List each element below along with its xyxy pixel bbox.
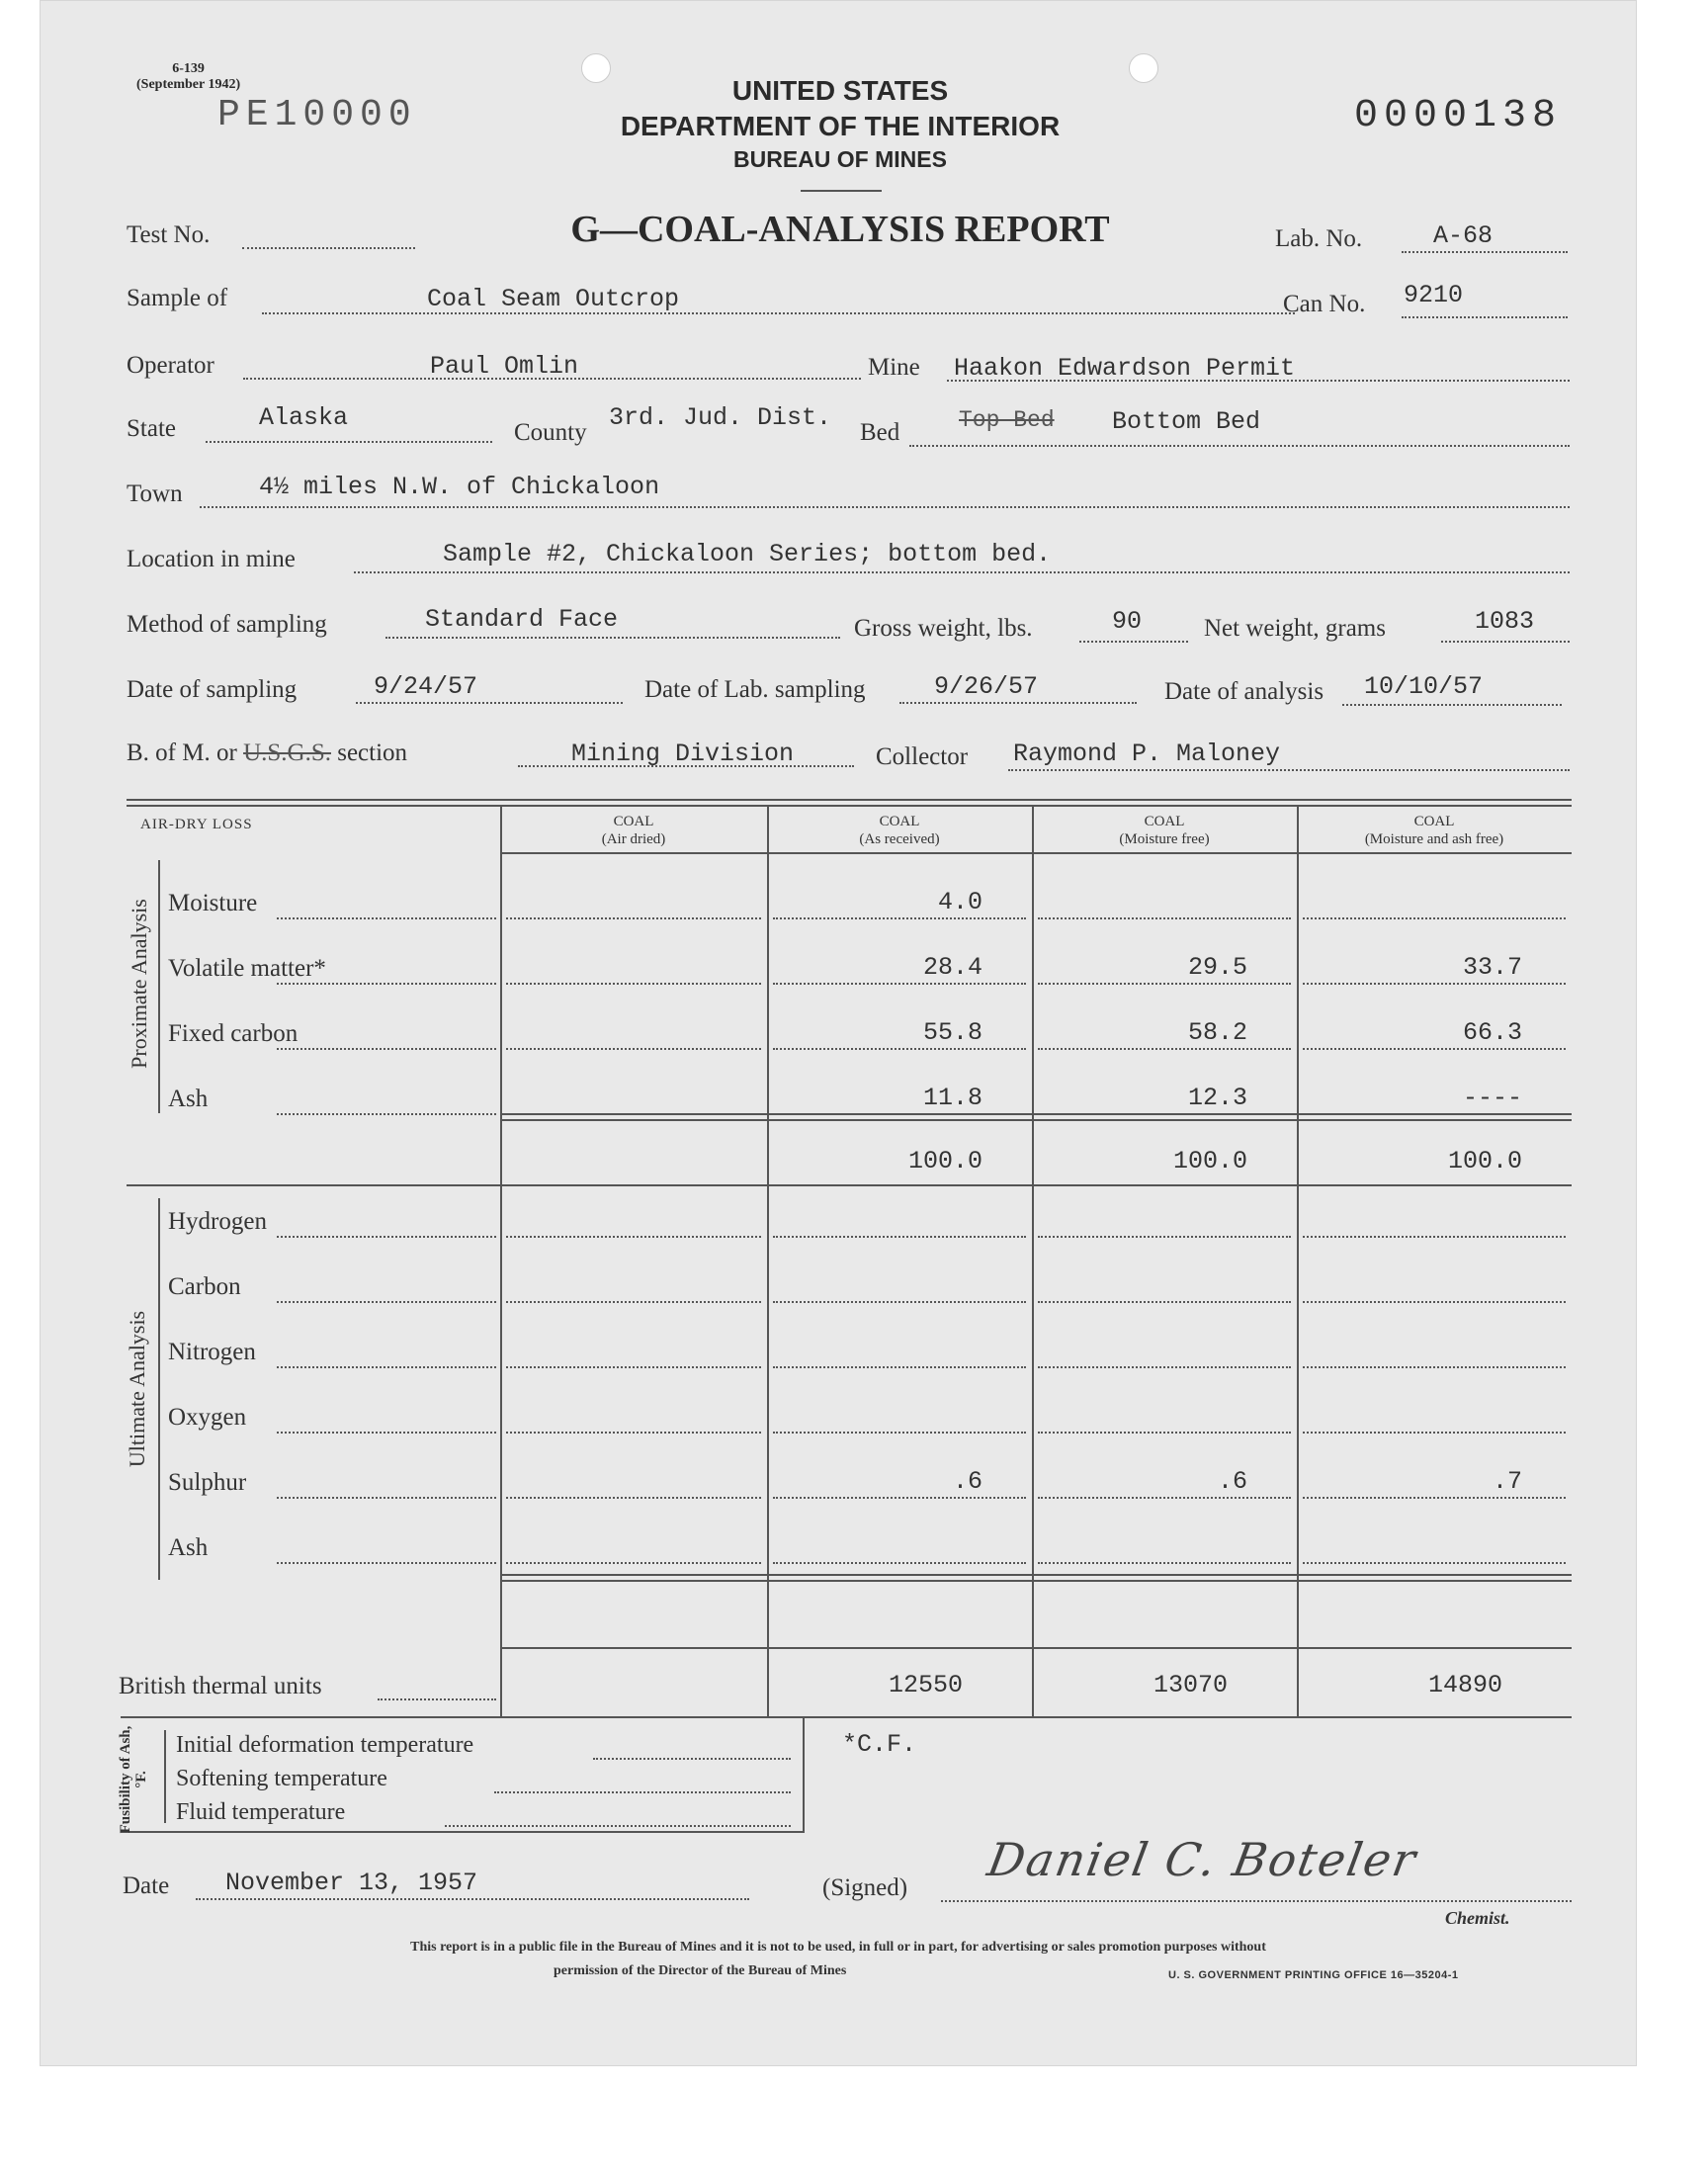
bom-label-b: section	[337, 740, 408, 766]
lab-no-line	[1402, 251, 1568, 253]
pre-btu-rule	[500, 1647, 1572, 1649]
cell-line	[506, 1497, 761, 1499]
totals-rule	[127, 1184, 1572, 1186]
row-leader-line	[277, 1432, 496, 1434]
cell-line	[1038, 1562, 1291, 1564]
cell-line	[773, 1301, 1026, 1303]
gross-weight-value: 90	[1112, 607, 1143, 636]
date-analysis-line	[1342, 704, 1562, 706]
date-analysis-label: Date of analysis	[1164, 678, 1324, 705]
collector-line	[1008, 769, 1570, 771]
table-cell: 58.2	[1187, 1018, 1247, 1047]
table-top-rule	[127, 799, 1572, 801]
btu-cell: 14890	[1427, 1671, 1502, 1699]
cell-line	[1303, 1048, 1566, 1050]
row-label: Ash	[168, 1534, 209, 1561]
column-header	[1297, 813, 1572, 848]
cell-line	[506, 983, 761, 985]
table-cell: .7	[1492, 1467, 1522, 1496]
btu-cell: 12550	[888, 1671, 963, 1699]
row-leader-line	[277, 1366, 496, 1368]
county-label: County	[514, 419, 587, 446]
agency-line2: DEPARTMENT OF THE INTERIOR	[620, 111, 1061, 141]
form-code: 6-139	[172, 61, 205, 76]
row-leader-line	[277, 1301, 496, 1303]
bom-struck: U.S.G.S.	[243, 740, 331, 766]
proximate-sum-rule	[500, 1113, 1572, 1115]
table-cell: 29.5	[1187, 953, 1247, 982]
cell-line	[773, 1432, 1026, 1434]
net-weight-label: Net weight, grams	[1204, 615, 1386, 642]
state-line	[206, 441, 492, 443]
test-no-line	[242, 247, 415, 249]
cell-line	[1303, 1432, 1566, 1434]
btu-line	[378, 1698, 496, 1700]
date-label: Date	[123, 1872, 170, 1899]
row-label: Nitrogen	[168, 1339, 256, 1365]
column-header-title: COAL	[879, 814, 920, 829]
ultimate-sum-rule	[500, 1574, 1572, 1576]
agency-line3: BUREAU OF MINES	[733, 146, 947, 172]
cell-line	[506, 1236, 761, 1238]
method-label: Method of sampling	[127, 611, 327, 638]
notice-line2: permission of the Director of the Bureau of Mines	[554, 1963, 847, 1978]
location-line	[354, 571, 1570, 573]
date-sampling-value: 9/24/57	[374, 672, 478, 701]
table-cell: 55.8	[922, 1018, 982, 1047]
fusibility-row-label: Softening temperature	[176, 1766, 387, 1791]
operator-value: Paul Omlin	[430, 352, 579, 381]
gross-weight-line	[1079, 641, 1188, 643]
section-value: Mining Division	[571, 740, 795, 768]
btu-bottom-rule	[801, 1716, 1572, 1718]
row-leader-line	[277, 1562, 496, 1564]
table-top-rule-2	[127, 805, 1572, 807]
notice-line1: This report is in a public file in the Bureau of Mines and it is not to be used, in full or in part, for advertising or sales promotion purposes without	[410, 1940, 1266, 1955]
location-value: Sample #2, Chickaloon Series; bottom bed.	[443, 540, 1052, 568]
row-label: Oxygen	[168, 1404, 247, 1431]
row-label: Ash	[168, 1086, 209, 1112]
net-weight-value: 1083	[1475, 607, 1535, 636]
can-no-line	[1402, 316, 1568, 318]
can-no-label: Can No.	[1283, 291, 1366, 317]
cell-line	[773, 1497, 1026, 1499]
total-cell: 100.0	[1447, 1147, 1522, 1175]
town-line	[200, 506, 1570, 508]
row-leader-line	[277, 1113, 496, 1115]
cell-line	[1038, 1048, 1291, 1050]
stamp-left: PE10000	[217, 94, 417, 136]
column-header	[500, 813, 767, 848]
ultimate-bracket	[158, 1198, 160, 1580]
column-header-title: COAL	[1144, 814, 1185, 829]
table-cell: 11.8	[922, 1084, 982, 1112]
row-leader-line	[277, 983, 496, 985]
title-rule	[801, 190, 882, 192]
date-analysis-value: 10/10/57	[1364, 672, 1484, 701]
cell-line	[773, 1048, 1026, 1050]
sample-of-line	[262, 312, 1295, 314]
bom-label	[127, 740, 407, 767]
cell-line	[773, 983, 1026, 985]
net-weight-line	[1441, 641, 1570, 643]
form-date: (September 1942)	[136, 77, 241, 92]
total-cell: 100.0	[907, 1147, 982, 1175]
cell-line	[773, 1236, 1026, 1238]
date-value: November 13, 1957	[225, 1869, 478, 1897]
gross-weight-label: Gross weight, lbs.	[854, 615, 1033, 642]
state-value: Alaska	[259, 403, 349, 432]
table-cell: 66.3	[1462, 1018, 1522, 1047]
bed-value: Bottom Bed	[1112, 407, 1261, 436]
column-header-title: COAL	[1413, 814, 1455, 829]
row-label: Carbon	[168, 1273, 241, 1300]
cell-line	[506, 1562, 761, 1564]
air-dry-loss-label: AIR-DRY LOSS	[140, 817, 253, 832]
fusibility-row-line	[593, 1758, 791, 1760]
cell-line	[1303, 917, 1566, 919]
lab-no-value: A-68	[1433, 221, 1494, 250]
column-header-sub: (As received)	[859, 831, 940, 847]
cell-line	[506, 1048, 761, 1050]
method-value: Standard Face	[425, 605, 619, 634]
column-header-title: COAL	[613, 814, 654, 829]
table-cell: .6	[1217, 1467, 1247, 1496]
location-label: Location in mine	[127, 546, 296, 572]
proximate-label: Proximate Analysis	[127, 899, 151, 1069]
table-cell: 28.4	[922, 953, 982, 982]
footnote-cf: *C.F.	[842, 1730, 917, 1759]
town-label: Town	[127, 480, 183, 507]
cell-line	[1038, 983, 1291, 985]
row-leader-line	[277, 1497, 496, 1499]
row-label: Hydrogen	[168, 1208, 267, 1235]
fusibility-row-line	[494, 1791, 791, 1793]
fusibility-row-label: Initial deformation temperature	[176, 1732, 474, 1758]
row-label: Moisture	[168, 890, 258, 916]
bed-label: Bed	[860, 419, 900, 446]
table-cell: 33.7	[1462, 953, 1522, 982]
row-label: Fixed carbon	[168, 1020, 299, 1047]
mine-value: Haakon Edwardson Permit	[954, 354, 1296, 383]
column-header-sub: (Moisture free)	[1119, 831, 1210, 847]
cell-line	[1038, 1236, 1291, 1238]
cell-line	[773, 1366, 1026, 1368]
date-sampling-label: Date of sampling	[127, 676, 298, 703]
state-label: State	[127, 415, 176, 442]
fusibility-row-line	[445, 1825, 791, 1827]
cell-line	[506, 1432, 761, 1434]
row-leader-line	[277, 1048, 496, 1050]
date-lab-value: 9/26/57	[934, 672, 1039, 701]
date-lab-line	[899, 702, 1137, 704]
cell-line	[773, 917, 1026, 919]
cell-line	[1303, 1236, 1566, 1238]
chemist-label: Chemist.	[1445, 1908, 1510, 1928]
table-cell: 4.0	[937, 888, 982, 916]
county-value: 3rd. Jud. Dist.	[609, 403, 832, 432]
bed-struck-value: Top Bed	[959, 407, 1055, 433]
mine-label: Mine	[868, 354, 920, 381]
cell-line	[506, 1301, 761, 1303]
form-number	[136, 61, 240, 93]
header-underline	[500, 852, 1572, 854]
town-value: 4½ miles N.W. of Chickaloon	[259, 473, 660, 501]
row-leader-line	[277, 1236, 496, 1238]
agency-line1: UNITED STATES	[731, 75, 949, 106]
date-line	[196, 1898, 749, 1900]
cell-line	[1038, 1366, 1291, 1368]
cell-line	[1303, 1366, 1566, 1368]
stamp-right: 0000138	[1354, 94, 1563, 138]
cell-line	[1303, 983, 1566, 985]
total-cell: 100.0	[1172, 1147, 1247, 1175]
fusibility-bracket	[164, 1730, 166, 1823]
printer-imprint: U. S. GOVERNMENT PRINTING OFFICE 16—35204-1	[1168, 1969, 1459, 1981]
collector-label: Collector	[876, 743, 969, 770]
operator-label: Operator	[127, 352, 214, 379]
bed-line	[909, 445, 1570, 447]
fusibility-label: Fusibility of Ash, °F.	[118, 1725, 149, 1834]
cell-line	[1303, 1562, 1566, 1564]
signature: Daniel C. Boteler	[983, 1833, 1421, 1886]
report-title: G—COAL-ANALYSIS REPORT	[570, 209, 1110, 250]
cell-line	[773, 1562, 1026, 1564]
btu-cell: 13070	[1153, 1671, 1228, 1699]
cell-line	[1038, 1301, 1291, 1303]
proximate-bracket	[158, 860, 160, 1113]
cell-line	[1303, 1301, 1566, 1303]
row-label: Sulphur	[168, 1469, 247, 1496]
test-no-label: Test No.	[127, 221, 211, 248]
ultimate-sum-rule-2	[500, 1580, 1572, 1582]
report-page	[40, 0, 1637, 2066]
cell-line	[1038, 1432, 1291, 1434]
method-line	[385, 637, 840, 639]
fusibility-row-label: Fluid temperature	[176, 1799, 346, 1825]
date-sampling-line	[356, 702, 623, 704]
proximate-sum-rule-2	[500, 1119, 1572, 1121]
column-header	[1032, 813, 1297, 848]
cell-line	[1038, 917, 1291, 919]
cell-line	[1303, 1497, 1566, 1499]
table-cell: 12.3	[1187, 1084, 1247, 1112]
row-label: Volatile matter*	[168, 955, 326, 982]
date-lab-label: Date of Lab. sampling	[644, 676, 866, 703]
signature-line	[941, 1900, 1572, 1902]
row-leader-line	[277, 917, 496, 919]
sample-of-value: Coal Seam Outcrop	[427, 285, 680, 313]
cell-line	[506, 917, 761, 919]
btu-label: British thermal units	[119, 1673, 322, 1699]
ultimate-label: Ultimate Analysis	[125, 1310, 149, 1468]
collector-value: Raymond P. Maloney	[1013, 740, 1281, 768]
column-header-sub: (Moisture and ash free)	[1364, 831, 1504, 847]
table-cell: ----	[1462, 1084, 1522, 1112]
cell-line	[506, 1366, 761, 1368]
signed-label: (Signed)	[822, 1874, 908, 1901]
column-header-sub: (Air dried)	[601, 831, 666, 847]
bom-label-a: B. of M. or	[127, 740, 237, 766]
cell-line	[1038, 1497, 1291, 1499]
sample-of-label: Sample of	[127, 285, 228, 311]
lab-no-label: Lab. No.	[1275, 225, 1363, 252]
can-no-value: 9210	[1404, 281, 1464, 309]
table-cell: .6	[952, 1467, 982, 1496]
column-header	[767, 813, 1032, 848]
